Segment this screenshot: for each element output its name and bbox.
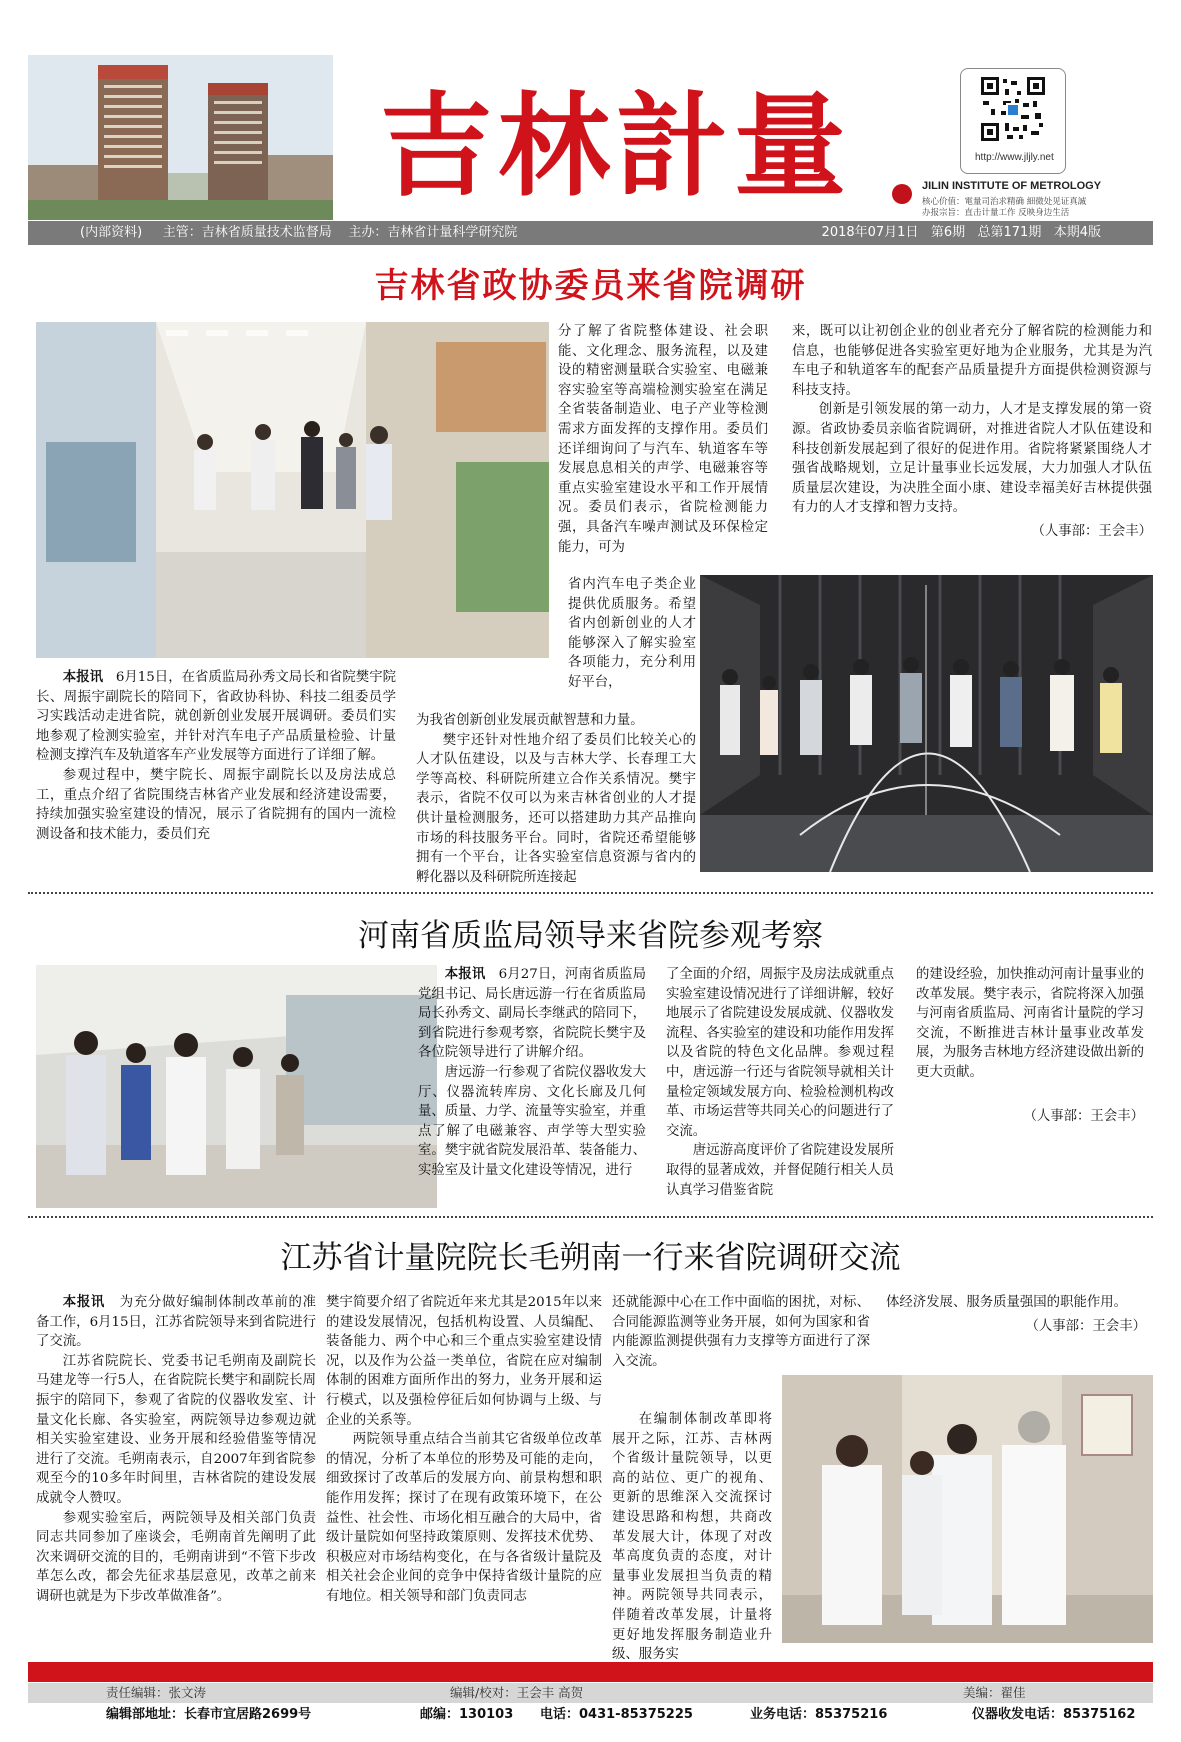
- article1-col2-narrow: [568, 575, 696, 693]
- article2-col3-p1: 的建设经验，加快推动河南计量事业的改革发展。樊宇表示，省院将深入加强与河南省质监局、河南省计量院的学习交流，不断推进吉林计量事业改革发展，为服务吉林地方经济建设做出新的更大贡献。: [916, 967, 1144, 1080]
- article1-col1-p2: 参观过程中，樊宇院长、周振宇副院长以及房法成总工，重点介绍了省院围绕吉林省产业发展和经济建设需要，持续加强实验室建设的情况，展示了省院拥有的国内一流检测设备和技术能力，委员们充: [36, 767, 396, 842]
- article3-photo-lab: [782, 1375, 1153, 1643]
- footer-proof: 编辑/校对：王会丰 高贺: [450, 1685, 584, 1700]
- footer-editor: 责任编辑：张文涛: [106, 1685, 207, 1700]
- article3-col2: [326, 1293, 602, 1607]
- article3-col1-p2: 江苏省院院长、党委书记毛朔南及副院长马建龙等一行5人，在省院院长樊宇和副院长周振宇的陪同下，参观了省院的仪器收发室、计量文化长廊、各实验室，两院领导边参观边就相关实验室建设、业务开展和经验借鉴等情况进行了交流。毛朔南表示，自2007年到省院参观至今的10多年时间里，吉林省院的建设发展成就令人赞叹。: [36, 1353, 316, 1506]
- article3-col1-p3: 参观实验室后，两院领导及相关部门负责同志共同参加了座谈会，毛朔南首先阐明了此次来调研交流的目的，毛朔南讲到“不管下步改革怎么改，都会先征求基层意见，改革之前来调研也就是为下步改革做准备”。: [36, 1510, 316, 1604]
- footer-design: 美编：翟佳: [963, 1685, 1026, 1700]
- footer-recv-phone: 仪器收发电话：85375162: [972, 1707, 1136, 1722]
- article2-credit: （人事部：王会丰）: [1023, 1108, 1144, 1124]
- article3-credit: （人事部：王会丰）: [1025, 1318, 1146, 1334]
- footer-phone: 电话：0431-85375225: [540, 1707, 693, 1722]
- slogan-line-1: 核心价值：電量司治求精确 細微处见证真誠: [922, 197, 1087, 207]
- issue-date-info: 2018年07月1日 第6期 总第171期 本期4版: [821, 225, 1101, 240]
- article1-col2-top-text: 分了解了省院整体建设、社会职能、文化理念、服务流程，以及建设的精密测量联合实验室、电磁兼容实验室等高端检测实验室在满足全省装备制造业、电子产业等检测需求方面发挥的支撑作用。委员们还详细询问了与汽车、轨道客车等发展息息相关的声学、电磁兼容等重点实验室建设水平和工作开展情况。委员们表示，省院检测能力强，具备汽车噪声测试及环保检定能力，可为: [558, 324, 768, 555]
- institute-logo-icon: [892, 184, 912, 204]
- footer-postcode: 邮编：130103: [420, 1707, 514, 1722]
- article2-photo-visit: [36, 965, 437, 1208]
- slogan-line-2: 办报宗旨：直击计量工作 反映身边生活: [922, 208, 1070, 218]
- article3-col2-p2: 两院领导重点结合当前其它省级单位改革的情况，分析了本单位的形势及可能的走向，细致探讨了改革后的发展方向、前景构想和职能作用发挥；探讨了在现有政策环境下，在公益性、社会性、市场化相互融合的大局中，省级计量院如何坚持政策原则、发挥技术优势、积极应对市场结构变化，在与各省级计量院及相关社会企业间的竞争中保持省级计量院的应有地位。相关领导和部门负责同志: [326, 1432, 602, 1604]
- article2-col2: [666, 965, 894, 1200]
- footer-red-bar: [28, 1662, 1153, 1682]
- masthead-buildings-image: [28, 55, 333, 220]
- article3-col1: [36, 1293, 316, 1607]
- article3-col3-narrow: [612, 1410, 772, 1665]
- article1-col2-bottom-2: 樊宇还针对性地介绍了委员们比较关心的人才队伍建设，以及与吉林大学、长春理工大学等高校、科研院所建立合作关系情况。樊宇表示，省院不仅可以为来吉林省创业的人才提供计量检测服务，还可以搭建助力其产品推向市场的科技服务平台。同时，省院还希望能够拥有一个平台，让各实验室信息资源与省内的孵化器以及科研院所连接起: [416, 732, 696, 885]
- newspaper-title: 吉林計量: [380, 81, 852, 212]
- article2-col2-p2: 唐远游高度评价了省院建设发展所取得的显著成效，并督促随行相关人员认真学习借鉴省院: [666, 1143, 894, 1198]
- footer-biz-phone: 业务电话：85375216: [750, 1707, 888, 1722]
- article3-col1-p1: 为充分做好编制体制改革前的准备工作，6月15日，江苏省院领导来到省院进行了交流。: [36, 1295, 317, 1350]
- article3-col4-p1: 体经济发展、服务质量强国的职能作用。: [886, 1295, 1128, 1310]
- website-url: http://www.jljly.net: [975, 152, 1054, 163]
- section-divider-2: [28, 1216, 1153, 1218]
- article2-lead-tag: 本报讯: [444, 966, 486, 982]
- article1-col2-bottom-1: 为我省创新创业发展贡献智慧和力量。: [416, 713, 644, 728]
- article3-col3-p2: 在编制体制改革即将展开之际，江苏、吉林两个省级计量院领导，以更高的站位、更广的视角、更新的思维深入交流探讨建设思路和构想，共商改革发展大计，体现了对改革高度负责的态度，对计量事业发展担当负责的精神。两院领导共同表示，伴随着改革发展，计量将更好地发挥服务制造业升级、服务实: [612, 1412, 772, 1663]
- article1-col3: [792, 322, 1152, 542]
- article1-col1: [36, 668, 396, 844]
- article1-col1-p1: 6月15日，在省质监局孙秀文局长和省院樊宇院长、周振宇副院长的陪同下，省政协科协、科技二组委员学习实践活动走进省院，就创新创业发展开展调研。委员们实地参观了检测实验室，并针对汽车电子产品质量检验、计量检测支撑汽车及轨道客车产业发展等方面进行了详细了解。: [36, 670, 396, 764]
- section-divider-1: [28, 892, 1153, 894]
- article3-headline: 江苏省计量院院长毛朔南一行来省院调研交流: [280, 1240, 901, 1276]
- article1-col2-bottom: [416, 711, 696, 887]
- article1-col2-narrow-text: 省内汽车电子类企业提供优质服务。希望省内创新创业的人才能够深入了解实验室各项能力，充分利用好平台，: [568, 577, 696, 690]
- article3-col2-p1: 樊宇简要介绍了省院近年来尤其是2015年以来的建设发展情况，包括机构设置、人员编配、装备能力、两个中心和三个重点实验室建设情况，以及作为公益一类单位，省院在应对编制体制的困难方面所作出的努力，业务开展和运行模式，以及强检停征后如何协调与上级、与企业的关系等。: [326, 1295, 602, 1428]
- institute-name-en: JILIN INSTITUTE OF METROLOGY: [922, 180, 1102, 192]
- footer-contact-bar: [28, 1704, 1153, 1726]
- article1-photo-anechoic-room: [700, 575, 1153, 872]
- footer-credits-bar: [28, 1683, 1153, 1703]
- issue-info-bar: [28, 221, 1153, 245]
- article1-lead-tag: 本报讯: [62, 669, 103, 685]
- article1-col3-p2: 创新是引领发展的第一动力，人才是支撑发展的第一资源。省政协委员亲临省院调研，对推进省院人才队伍建设和科技创新发展起到了很好的促进作用。省院将紧紧围绕人才强省战略规划，立足计量事业长远发展，大力加强人才队伍质量层次建设，为决胜全面小康、建设幸福美好吉林提供强有力的人才支撑和智力支持。: [792, 402, 1152, 516]
- article2-col1-p1: 6月27日，河南省质监局党组书记、局长唐远游一行在省质监局局长孙秀文、副局长李继武的陪同下，到省院进行参观考察，省院院长樊宇及各位院领导进行了讲解介绍。: [418, 967, 647, 1061]
- footer-address: 编辑部地址：长春市宜居路2699号: [106, 1707, 312, 1722]
- article3-col4: [886, 1293, 1146, 1336]
- article2-col3: [916, 965, 1144, 1126]
- article3-lead-tag: 本报讯: [62, 1294, 105, 1310]
- article2-col2-p1: 了全面的介绍，周振宇及房法成就重点实验室建设情况进行了详细讲解，较好地展示了省院建设发展成就、仪器收发流程、各实验室的建设和功能作用发挥以及省院的特色文化品牌。参观过程中，唐远游一行还与省院领导就相关计量检定领域发展方向、检验检测机构改革、市场运营等共同关心的问题进行了交流。: [666, 967, 894, 1139]
- article2-headline: 河南省质监局领导来省院参观考察: [358, 918, 823, 954]
- article3-col3-top: [612, 1293, 870, 1371]
- article3-col3-p1: 还就能源中心在工作中面临的困扰，对标、合同能源监测等业务开展，如何为国家和省内能源监测提供强有力支撑等方面进行了深入交流。: [612, 1295, 870, 1369]
- article1-col3-p1: 来，既可以让初创企业的创业者充分了解省院的检测能力和信息，也能够促进各实验室更好地为企业服务，尤其是为汽车电子和轨道客车的配套产品质量提升方面提供检测资源与科技支持。: [792, 324, 1152, 398]
- article1-headline: 吉林省政协委员来省院调研: [374, 266, 807, 306]
- article2-col1: [418, 965, 646, 1181]
- publisher-info: (内部资料) 主管：吉林省质量技术监督局 主办：吉林省计量科学研究院: [80, 225, 518, 240]
- article2-col1-p2: 唐远游一行参观了省院仪器收发大厅、仪器流转库房、文化长廊及几何量、质量、力学、流量等实验室，并重点了解了电磁兼容、声学等大型实验室。樊宇就省院发展沿革、装备能力、实验室及计量文化建设等情况，进行: [418, 1064, 646, 1178]
- article1-photo-corridor: [36, 322, 549, 658]
- article1-credit: （人事部：王会丰）: [1031, 523, 1152, 539]
- article1-col2-top: [558, 322, 768, 557]
